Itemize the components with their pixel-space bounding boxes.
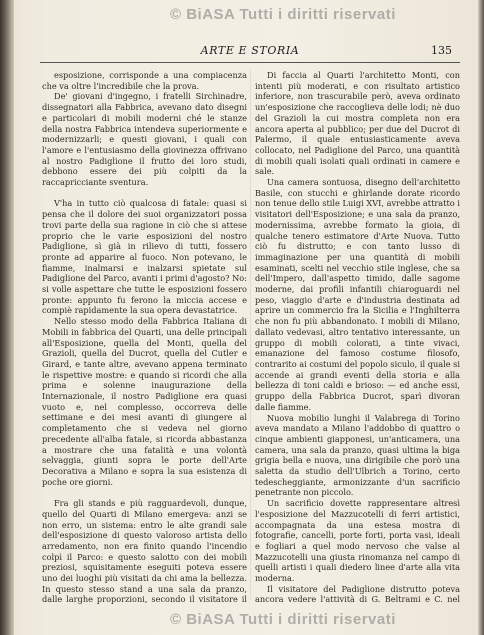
header-rule — [40, 62, 460, 63]
left-paragraph-5: Fra gli stands e più ragguardevoli, dunque, quello del Quarti di Milano emergeva: anzi se non erro, un sistema: entro le alte grandi sale dell'esposizione di questo valoroso artista dello arredamento, non era finito quando l'incendio colpì il Parco: e questo salotto con dei mobili preziosi, squisitamente eseguiti poteva essere uno dei luoghi più visitati da chi ama la bellezza. In questo stesso stand a una sala da pranzo, dalle larghe proporzioni, secondo il visitatore il — [42, 498, 247, 605]
watermark-top: © BiASA Tutti i diritti riservati — [170, 6, 396, 23]
right-column — [255, 70, 460, 605]
right-paragraph-1: Di faccia al Quarti l'architetto Monti, con intenti più moderati, e con risultato artistico inferiore, non trascurabile però, aveva ordinato un'esposizione che raccoglieva delle lodi; nè duo del Grazioli la cui mostra completa non era ancora aperta al pubblico; per due del Ducrot di Palermo, il quale entusiasticamente aveva collocato, nel Padiglione del Parco, una quantità di mobili quali isolati quali ordinati in camere e sale. — [255, 70, 460, 177]
page-right-edge — [478, 0, 484, 635]
right-paragraph-3: Nuova mobilio lunghi il Valabrega di Torino aveva mandato a Milano l'addobbo di quattro o cinque ambienti giapponesi, un'anticamera, una camera, una sala da pranzo, quasi ultima la biga grigia bella e nuova, una dirigibile che porò una saletta da studio dell'Ulbrich a Torino, certo tedescheggiante, armonizzante d'un sacrificio penetrante non piccolo. — [255, 412, 460, 498]
right-paragraph-4: Un sacrificio dovette rappresentare altresì l'esposizione del Mazzucotelli di ferri artistici, accompagnata da una estesa mostra di fotografie, cancelli, porte forti, porta vasi, ideali e fogliari a quel modo nervoso che valse al Mazzucotelli una giusta rinomanza nel campo di quelli artisti i quali diedero linee d'arte alla vita moderna. — [255, 498, 460, 584]
watermark-bottom: © BiASA Tutti i diritti riservati — [170, 611, 396, 628]
right-paragraph-5: Il visitatore del Padiglione distrutto poteva ancora vedere l'attività di G. Beltrami e C. nel — [255, 583, 460, 605]
left-column — [42, 70, 247, 605]
page-number: 135 — [431, 44, 452, 57]
left-paragraph-3: V'ha in tutto ciò qualcosa di fatale: quasi si pensa che il dolore dei suoi organizzatori possa trovi parte della sua ragione in ciò che si attese proprio che le varie esposizioni del nostro Padiglione, sì già in rilievo di tutti, fossero pronte ad apparire al fuoco. Non potevano, le fiamme, inalmarsi e inalzarsi spietate sul Padiglione del Parco, avanti i primi d'agosto? No: si volle aspettare che tutte le esposizioni fossero pronte: appunto fu ferono la miccia accese e compiè rapidamente la sua opera devastatrice. — [42, 198, 247, 316]
page-binding-edge — [0, 0, 14, 635]
left-paragraph-1: esposizione, corrisponde a una compiacenza che va oltre l'incredibile che la prova. — [42, 70, 247, 91]
running-title: ARTE E STORIA — [200, 44, 300, 57]
left-paragraph-4: Nello stesso modo della Fabbrica Italiana di Mobili in fabbrica del Quarti, una delle principali all'Esposizione, quella del Monti, quella del Grazioli, quella del Ducrot, quella del Cutler e Girard, e tante altre, avevano appena terminato le rispettive mostre: e quando si ricordi che alla prima e solenne inaugurazione della Internazionale, il nostro Padiglione era quasi vuoto e, nel complesso, occorreva delle settimane e dei mesi avanti di giungere al completamento che si vedeva nel giorno precedente all'alba fatale, si ricorda abbastanza a mostrare che una fatalità e una volontà selvaggia, giunti sopra le porte dell'Arte Decorativa a Milano e sopra la sua esistenza di poche ore giorni. — [42, 316, 247, 487]
column-divider — [250, 70, 251, 600]
page-header — [40, 44, 460, 62]
right-paragraph-2: Una camera sontuosa, disegno dell'architetto Basile, con stucchi e ghirlande dorate ricordo non tenue dello stile Luigi XVI, avrebbe attratto i visitatori dell'Esposizione; e una sala da pranzo, modernissima, avrebbe formato la gioia, di qualche tenero estimatore d'Arte Nuova. Tutto ciò fu distrutto; e con tanto lusso di immaginazione per una quantità di mobili esaminati, scelti nel vecchio stile inglese, che sa dell'Impero, dall'aspetto timido, dalle sagome moderne, dai profili infantili chiaroguardi nel peso, viaggio d'arte e d'industria destinata ad aprire un commercio fra la Sicilia e l'Inghilterra che non fu più abbandonato. I mobili di Milano, dallato vedevasi, altro tentativo interessante, un gruppo di mobili colorati, a tinte vivaci, emanazione del famoso costume filosofo, contrarito ai costumi del popolo siculo, il quale si accende ai grandi eventi della storia e alla bellezza di toni caldi e brioso: — ed anche essi, gruppo della Fabbrica Ducrot, sparì divoran dalle fiamme. — [255, 177, 460, 412]
left-paragraph-2: De' giovani d'ingegno, i fratelli Sirchinadre, dissegnatori alla Fabbrica, avevano dato disegni e particolari di mobili moderni ché le stanze della nostra Fabbrica intendeva superiormente e modernizzarli; e questi giovani, i quali con l'amore e l'entusiasmo della giovinezza offrivano al nostro Padiglione il frutto dei loro studi, debbono essere dei più colpiti da la raccapricciante sventura. — [42, 91, 247, 188]
